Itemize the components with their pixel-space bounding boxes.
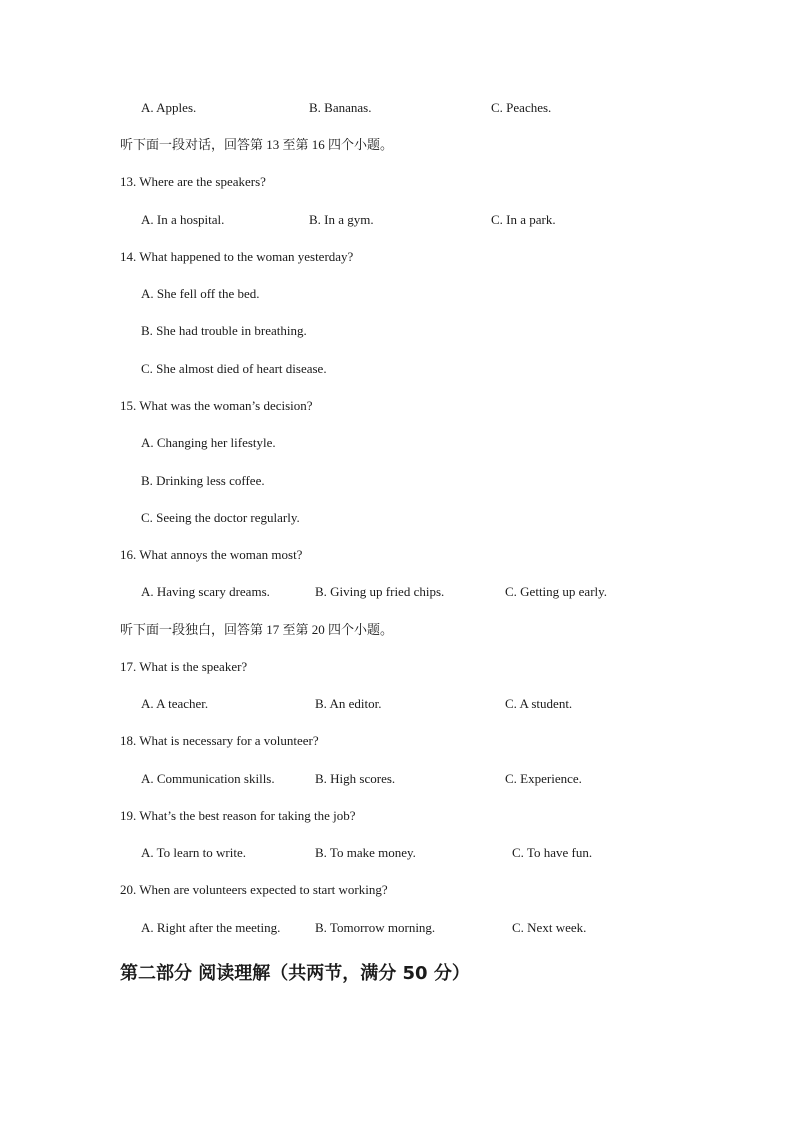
q18-option-a: A. Communication skills. [141,771,275,786]
q20-option-a: A. Right after the meeting. [141,920,281,935]
q15-option-c: C. Seeing the doctor regularly. [141,510,300,525]
q15-option-b: B. Drinking less coffee. [141,473,265,488]
q17-option-a: A. A teacher. [141,696,209,711]
q15-option-a: A. Changing her lifestyle. [141,435,276,450]
q14-option-c: C. She almost died of heart disease. [141,361,327,376]
q16-option-b: B. Giving up fried chips. [315,584,445,599]
q19-option-c: C. To have fun. [512,845,593,860]
section-2-heading: 第二部分 阅读理解（共两节，满分 50 分） [120,963,470,984]
q18-option-c: C. Experience. [505,771,582,786]
question-13: 13. Where are the speakers? [120,174,266,189]
q14-option-b: B. She had trouble in breathing. [141,323,307,338]
q16-option-a: A. Having scary dreams. [141,584,270,599]
question-15: 15. What was the woman’s decision? [120,398,313,413]
question-19: 19. What’s the best reason for taking the job? [120,808,356,823]
q17-option-c: C. A student. [505,696,573,711]
q20-option-b: B. Tomorrow morning. [315,920,436,935]
q17-option-b: B. An editor. [315,696,382,711]
q13-option-c: C. In a park. [491,212,556,227]
q12-option-a: A. Apples. [141,100,197,115]
q14-option-a: A. She fell off the bed. [141,286,260,301]
q19-option-b: B. To make money. [315,845,416,860]
q18-option-b: B. High scores. [315,771,396,786]
q12-option-c: C. Peaches. [491,100,552,115]
question-20: 20. When are volunteers expected to start working? [120,882,388,897]
instruction-17-20: 听下面一段独白，回答第 17 至第 20 四个小题。 [120,622,394,637]
question-18: 18. What is necessary for a volunteer? [120,733,319,748]
q16-option-c: C. Getting up early. [505,584,608,599]
q12-option-b: B. Bananas. [309,100,372,115]
q19-option-a: A. To learn to write. [141,845,246,860]
question-16: 16. What annoys the woman most? [120,547,303,562]
question-17: 17. What is the speaker? [120,659,248,674]
instruction-13-16: 听下面一段对话，回答第 13 至第 16 四个小题。 [120,137,394,152]
q13-option-b: B. In a gym. [309,212,374,227]
q13-option-a: A. In a hospital. [141,212,225,227]
q20-option-c: C. Next week. [512,920,587,935]
question-14: 14. What happened to the woman yesterday? [120,249,354,264]
